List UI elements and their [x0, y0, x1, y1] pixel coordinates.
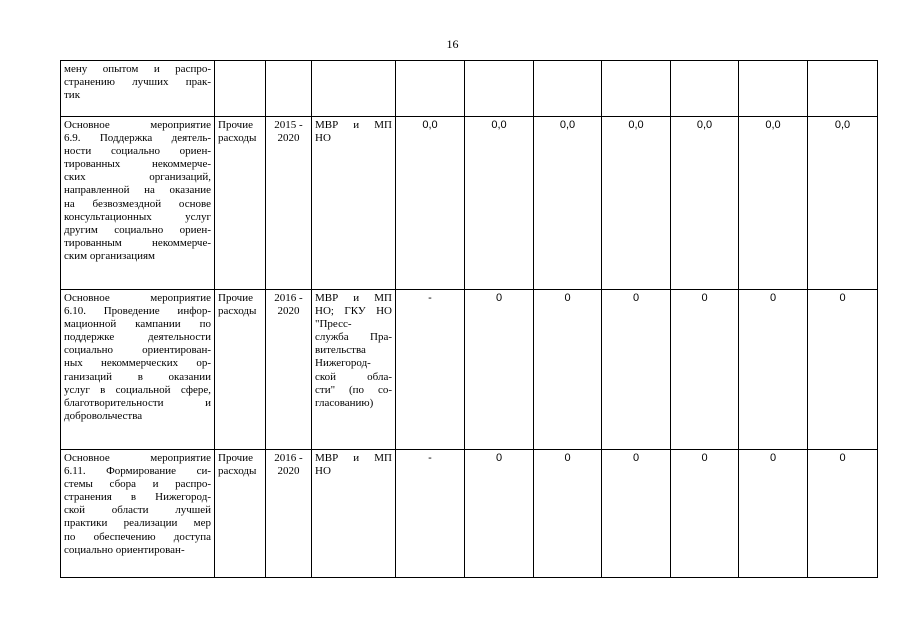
value-cell: 0,0 — [465, 117, 534, 290]
executor-cell-line: Нижегород- — [315, 357, 371, 370]
value-cell: - — [396, 450, 465, 578]
description-cell-line: 6.9. Поддержка деятель- — [64, 132, 211, 145]
description-cell-line: тированным некоммерче- — [64, 236, 211, 249]
category-cell-line: Прочие — [218, 119, 253, 131]
value-cell: 0,0 — [671, 117, 739, 290]
value-cell: 0 — [465, 450, 534, 578]
description-cell-line: другим социально ориен- — [64, 223, 211, 236]
executor-cell — [312, 61, 396, 117]
value-cell: 0 — [671, 450, 739, 578]
description-cell-line: ских организаций, — [64, 171, 211, 184]
executor-cell — [312, 290, 396, 450]
value-cell: 0 — [602, 290, 671, 450]
executor-cell-line: НО; ГКУ НО — [315, 305, 392, 318]
years-cell — [266, 290, 312, 450]
executor-cell — [312, 450, 396, 578]
description-cell-line: мену опытом и распро- — [64, 63, 211, 75]
description-cell-line: консультационных услуг — [64, 210, 211, 223]
years-cell-line: 2016 - — [274, 292, 303, 304]
executor-cell-line: МВР и МП — [315, 452, 392, 464]
years-cell — [266, 117, 312, 290]
description-cell-line: социально ориентирован- — [64, 344, 211, 357]
description-cell-line: тированных некоммерче- — [64, 158, 211, 171]
value-cell — [396, 61, 465, 117]
description-cell-line: ных некоммерческих ор- — [64, 357, 211, 370]
value-cell: 0,0 — [396, 117, 465, 290]
executor-cell-line: сти" (по со- — [315, 383, 392, 396]
executor-cell-line: "Пресс- — [315, 318, 352, 331]
years-cell — [266, 450, 312, 578]
description-cell-line: мационной кампании по — [64, 318, 211, 331]
executor-cell — [312, 117, 396, 290]
program-table — [60, 60, 878, 578]
value-cell — [739, 61, 808, 117]
executor-cell-line: гласованию) — [315, 396, 374, 409]
executor-cell-line: НО — [315, 465, 331, 478]
value-cell — [808, 61, 878, 117]
description-cell-line: Основное мероприятие — [64, 452, 211, 464]
value-cell — [465, 61, 534, 117]
category-cell-line: Прочие — [218, 452, 253, 464]
description-cell — [61, 450, 215, 578]
value-cell: 0,0 — [739, 117, 808, 290]
description-cell-line: 6.10. Проведение инфор- — [64, 305, 211, 318]
description-cell-line: по обеспечению доступа — [64, 530, 211, 543]
category-cell — [215, 117, 266, 290]
description-cell-line: социально ориентирован- — [64, 543, 185, 556]
description-cell-line: услуг в социальной сфере, — [64, 383, 211, 396]
description-cell — [61, 61, 215, 117]
description-cell-line: ности социально ориен- — [64, 145, 211, 158]
value-cell: 0 — [671, 290, 739, 450]
description-cell — [61, 290, 215, 450]
category-cell-line: расходы — [218, 465, 257, 478]
value-cell: 0 — [739, 450, 808, 578]
category-cell-line: Прочие — [218, 292, 253, 304]
years-cell-line: 2016 - — [274, 452, 303, 464]
description-cell-line: практики реализации мер — [64, 517, 211, 530]
value-cell: 0,0 — [602, 117, 671, 290]
executor-cell-line: НО — [315, 132, 331, 145]
value-cell: 0,0 — [808, 117, 878, 290]
category-cell-line: расходы — [218, 132, 257, 145]
description-cell-line: ским организациям — [64, 249, 156, 262]
description-cell — [61, 117, 215, 290]
value-cell: 0 — [534, 450, 602, 578]
description-cell-line: Основное мероприятие — [64, 292, 211, 304]
category-cell — [215, 450, 266, 578]
description-cell-line: 6.11. Формирование си- — [64, 465, 211, 478]
description-cell-line: поддержке деятельности — [64, 331, 211, 344]
executor-cell-line: МВР и МП — [315, 292, 392, 304]
executor-cell-line: ской обла- — [315, 370, 392, 383]
value-cell: 0 — [534, 290, 602, 450]
years-cell-line: 2015 - — [274, 119, 303, 131]
years-cell-line: 2020 — [277, 132, 300, 145]
value-cell: - — [396, 290, 465, 450]
executor-cell-line: служба Пра- — [315, 331, 392, 344]
value-cell: 0,0 — [534, 117, 602, 290]
description-cell-line: Основное мероприятие — [64, 119, 211, 131]
value-cell — [671, 61, 739, 117]
description-cell-line: странению лучших прак- — [64, 76, 211, 89]
value-cell: 0 — [739, 290, 808, 450]
description-cell-line: странения в Нижегород- — [64, 491, 211, 504]
table-row — [61, 450, 878, 578]
description-cell-line: добровольчества — [64, 409, 143, 422]
page-number: 16 — [446, 37, 459, 51]
description-cell-line: на безвозмездной основе — [64, 197, 211, 210]
value-cell — [534, 61, 602, 117]
executor-cell-line: МВР и МП — [315, 119, 392, 131]
table-row — [61, 290, 878, 450]
description-cell-line: ской области лучшей — [64, 504, 211, 517]
description-cell-line: благотворительности и — [64, 396, 211, 409]
category-cell — [215, 290, 266, 450]
description-cell-line: тик — [64, 89, 81, 102]
years-cell-line: 2020 — [277, 305, 300, 318]
value-cell — [602, 61, 671, 117]
value-cell: 0 — [808, 450, 878, 578]
value-cell: 0 — [465, 290, 534, 450]
category-cell-line: расходы — [218, 305, 257, 318]
description-cell-line: стемы сбора и распро- — [64, 478, 211, 491]
description-cell-line: ганизаций в оказании — [64, 370, 211, 383]
years-cell-line: 2020 — [277, 465, 300, 478]
years-cell — [266, 61, 312, 117]
value-cell: 0 — [808, 290, 878, 450]
value-cell: 0 — [602, 450, 671, 578]
category-cell — [215, 61, 266, 117]
table-row — [61, 61, 878, 117]
table-row — [61, 117, 878, 290]
description-cell-line: направленной на оказание — [64, 184, 211, 197]
executor-cell-line: вительства — [315, 344, 366, 357]
